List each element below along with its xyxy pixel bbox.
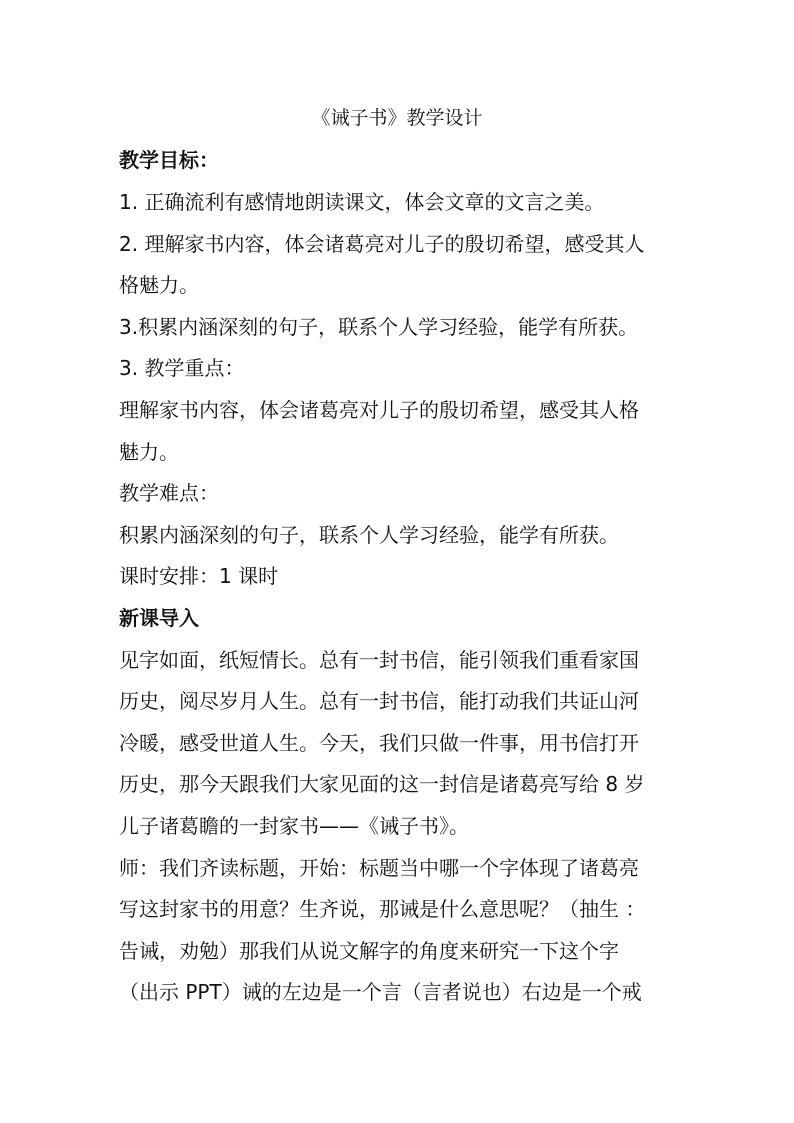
intro-line-4: 历史，那今天跟我们大家见面的这一封信是诸葛亮写给 8 岁: [119, 772, 645, 796]
heading-key-points: 3. 教学重点：: [119, 356, 245, 380]
class-hours: 课时安排：1 课时: [119, 564, 279, 588]
heading-introduction: 新课导入: [119, 606, 199, 630]
key-points-line-1: 理解家书内容，体会诸葛亮对儿子的殷切希望，感受其人格: [119, 398, 639, 422]
objective-2-line-2: 格魅力。: [119, 273, 199, 297]
objective-1: 1. 正确流利有感情地朗读课文，体会文章的文言之美。: [119, 190, 605, 214]
teacher-line-3: 告诫，劝勉）那我们从说文解字的角度来研究一下这个字: [119, 939, 619, 963]
objective-2-line-1: 2. 理解家书内容，体会诸葛亮对儿子的殷切希望，感受其人: [119, 232, 645, 256]
intro-line-2: 历史，阅尽岁月人生。总有一封书信，能打动我们共证山河: [119, 689, 639, 713]
intro-line-3: 冷暖，感受世道人生。今天，我们只做一件事，用书信打开: [119, 731, 639, 755]
intro-line-5: 儿子诸葛瞻的一封家书——《诫子书》。: [119, 814, 469, 838]
objective-3: 3.积累内涵深刻的句子，联系个人学习经验，能学有所获。: [119, 315, 639, 339]
teacher-line-2: 写这封家书的用意？生齐说，那诫是什么意思呢？（抽生 ：: [119, 897, 646, 921]
intro-line-1: 见字如面，纸短情长。总有一封书信，能引领我们重看家国: [119, 648, 639, 672]
document-title: 《诫子书》教学设计: [311, 107, 483, 129]
teacher-line-1: 师：我们齐读标题，开始：标题当中哪一个字体现了诸葛亮: [119, 856, 639, 880]
teacher-line-4: （出示 PPT）诫的左边是一个言（言者说也）右边是一个戒: [119, 980, 642, 1004]
key-points-line-2: 魅力。: [119, 440, 179, 464]
heading-difficulties: 教学难点：: [119, 481, 219, 505]
heading-objectives: 教学目标：: [119, 148, 219, 172]
difficulties-text: 积累内涵深刻的句子，联系个人学习经验，能学有所获。: [119, 523, 619, 547]
